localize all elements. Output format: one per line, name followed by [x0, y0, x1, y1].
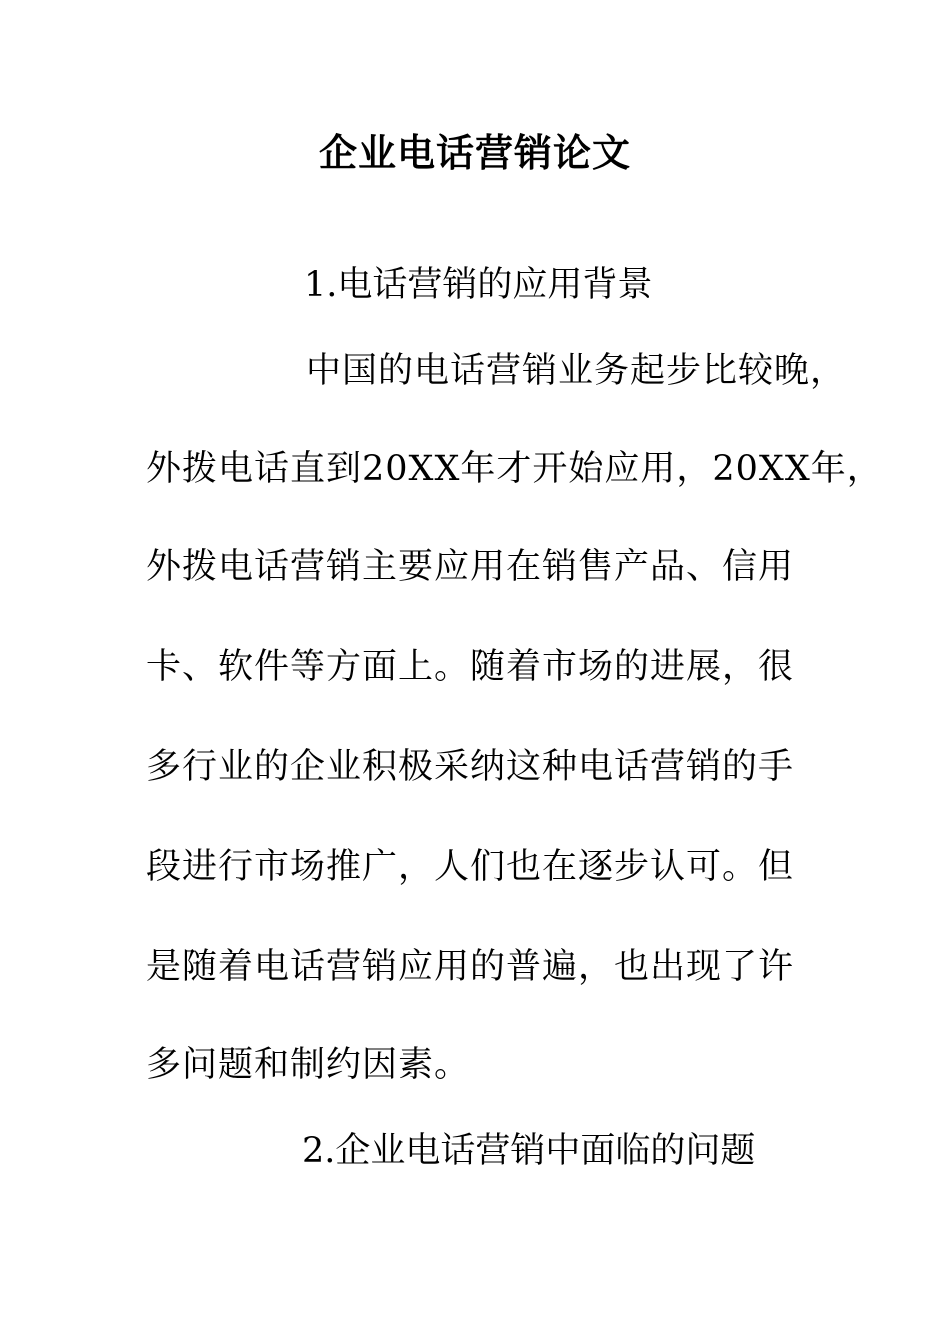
paragraph-line: 段进行市场推广，人们也在逐步认可。但: [146, 847, 795, 887]
document-title: 企业电话营销论文: [318, 130, 631, 175]
paragraph-line: 外拨电话营销主要应用在销售产品、信用: [146, 547, 795, 587]
paragraph-line: 多问题和制约因素。: [146, 1045, 471, 1085]
paragraph-line: 多行业的企业积极采纳这种电话营销的手: [146, 747, 795, 787]
section-heading-1: 1.电话营销的应用背景: [304, 265, 653, 305]
section-heading-2: 2.企业电话营销中面临的问题: [302, 1131, 756, 1171]
paragraph-line: 卡、软件等方面上。随着市场的进展，很: [146, 647, 795, 687]
paragraph-line: 外拨电话直到20XX年才开始应用，20XX年，: [146, 449, 883, 489]
paragraph-line: 中国的电话营销业务起步比较晚，: [306, 351, 847, 391]
paragraph-line: 是随着电话营销应用的普遍，也出现了许: [146, 947, 795, 987]
